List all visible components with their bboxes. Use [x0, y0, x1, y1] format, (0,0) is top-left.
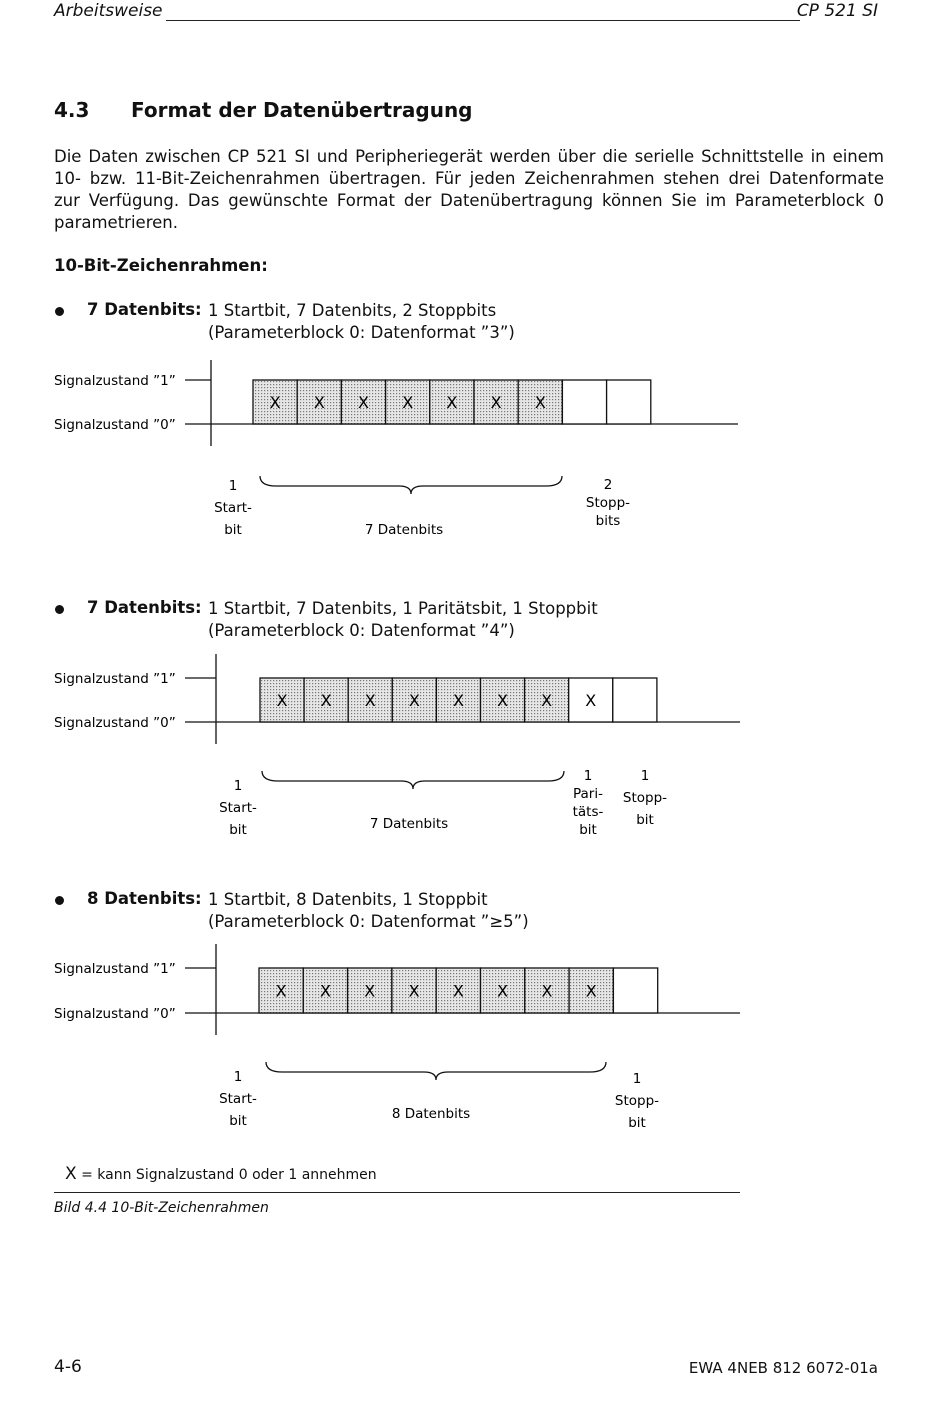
bit-cell-x: X [269, 393, 281, 412]
frame-diagram-8-data-1-stop [0, 940, 950, 1140]
bit-cell-x: X [541, 981, 553, 1001]
bullet-label: 8 Datenbits: [87, 889, 202, 908]
bit-cell-x: X [358, 393, 369, 412]
curly-brace [260, 476, 562, 494]
bit-group-label: bit [628, 1115, 646, 1131]
bit-group-label: 1 [640, 768, 650, 784]
bullet-line: 1 Startbit, 7 Datenbits, 1 Paritätsbit, 1 Stoppbit [208, 599, 598, 618]
bit-group-label: bits [595, 513, 621, 529]
bit-cell-x: X [320, 691, 332, 710]
bit-cell-x: X [275, 981, 287, 1001]
bullet-description [208, 598, 598, 642]
bit-cell-x: X [364, 691, 376, 710]
bullet-label: 7 Datenbits: [87, 598, 202, 617]
bit-group-label: 1 [233, 778, 243, 794]
bit-cell-x: X [452, 981, 464, 1001]
legend-text: = kann Signalzustand 0 oder 1 annehmen [81, 1167, 377, 1183]
bit-group-label: Start- [219, 800, 257, 816]
bit-group-label: 1 [632, 1071, 642, 1087]
frame-diagram-7-data-2-stop [0, 360, 950, 560]
bullet-dot [55, 307, 64, 316]
bullet-dot [55, 605, 64, 614]
bit-group-label: bit [229, 822, 247, 838]
legend [65, 1164, 377, 1184]
bit-cell-x: X [446, 393, 458, 412]
figure-caption: Bild 4.4 10-Bit-Zeichenrahmen [54, 1200, 269, 1216]
document-id: EWA 4NEB 812 6072-01a [688, 1359, 878, 1377]
bit-cell-x: X [408, 691, 420, 710]
bullet-line: (Parameterblock 0: Datenformat ”4”) [208, 621, 515, 640]
bit-cell-x: X [585, 691, 597, 710]
intro-paragraph [54, 146, 884, 234]
curly-brace [262, 771, 564, 789]
bit-group-label: Stopp- [585, 495, 631, 511]
bit-group-label: bit [229, 1113, 247, 1129]
bit-cell-x: X [364, 981, 376, 1001]
bit-cell-x: X [541, 691, 553, 710]
bullet-label: 7 Datenbits: [87, 300, 202, 319]
paragraph-line: 10- bzw. 11-Bit-Zeichenrahmen übertragen. Für jeden Zeichenrahmen stehen drei Datenformate [54, 169, 884, 188]
bit-group-label: bit [636, 812, 654, 828]
bullet-line: 1 Startbit, 8 Datenbits, 1 Stoppbit [208, 890, 488, 909]
signal-state-1-label: Signalzustand ”1” [54, 961, 176, 977]
bit-cell [613, 968, 657, 1013]
bit-group-label: täts- [572, 804, 604, 820]
bit-group-label: Stopp- [622, 790, 668, 806]
bit-cell [562, 380, 606, 424]
bit-group-label: bit [579, 822, 597, 838]
signal-state-0-label: Signalzustand ”0” [54, 715, 176, 731]
bit-group-label: 8 Datenbits [391, 1106, 471, 1122]
page-number: 4-6 [54, 1357, 82, 1377]
bit-cell-x: X [402, 393, 414, 412]
bit-cell-x: X [452, 691, 464, 710]
bit-cell [613, 678, 657, 722]
bit-group-label: Start- [219, 1091, 257, 1107]
bit-cell-x: X [585, 981, 597, 1001]
bit-group-label: Pari- [573, 786, 603, 802]
signal-state-0-label: Signalzustand ”0” [54, 1006, 176, 1022]
paragraph-line: parametrieren. [54, 213, 178, 232]
bit-group-label: bit [224, 522, 242, 538]
signal-state-1-label: Signalzustand ”1” [54, 373, 176, 389]
bit-cell-x: X [276, 691, 288, 710]
bit-cell [607, 380, 651, 424]
bit-group-label: Stopp- [614, 1093, 660, 1109]
bullet-line: (Parameterblock 0: Datenformat ”3”) [208, 323, 515, 342]
caption-rule [54, 1192, 740, 1193]
bit-group-label: 1 [233, 1069, 243, 1085]
bullet-description [208, 300, 515, 344]
header-left: Arbeitsweise [54, 1, 163, 21]
bullet-line: (Parameterblock 0: Datenformat ”≥5”) [208, 912, 529, 931]
paragraph-line: Die Daten zwischen CP 521 SI und Peripheriegerät werden über die serielle Schnittstelle in einem [54, 147, 884, 166]
header-rule [166, 20, 800, 21]
bit-cell-x: X [313, 393, 325, 412]
legend-symbol: X [65, 1164, 77, 1184]
section-number: 4.3 [54, 98, 90, 122]
bullet-description [208, 889, 529, 933]
bullet-line: 1 Startbit, 7 Datenbits, 2 Stoppbits [208, 301, 497, 320]
curly-brace [266, 1062, 606, 1080]
bit-cell-x: X [497, 981, 509, 1001]
signal-state-1-label: Signalzustand ”1” [54, 671, 176, 687]
bit-cell-x: X [490, 393, 502, 412]
header-right: CP 521 SI [796, 1, 878, 21]
bullet-dot [55, 896, 64, 905]
bit-cell-x: X [319, 981, 331, 1001]
bit-group-label: Start- [214, 500, 252, 516]
frame-diagram-7-data-parity [0, 650, 950, 850]
subheading: 10-Bit-Zeichenrahmen: [54, 256, 268, 275]
bit-cell-x: X [497, 691, 509, 710]
bit-cell-x: X [534, 393, 546, 412]
section-title: Format der Datenübertragung [131, 98, 473, 122]
paragraph-line: zur Verfügung. Das gewünschte Format der Datenübertragung können Sie im Parameterblock 0 [54, 191, 884, 210]
bit-group-label: 7 Datenbits [369, 816, 449, 832]
bit-group-label: 7 Datenbits [364, 522, 444, 538]
bit-group-label: 1 [583, 768, 593, 784]
bit-group-label: 1 [228, 478, 238, 494]
bit-cell-x: X [408, 981, 420, 1001]
bit-group-label: 2 [603, 477, 613, 493]
signal-state-0-label: Signalzustand ”0” [54, 417, 176, 433]
